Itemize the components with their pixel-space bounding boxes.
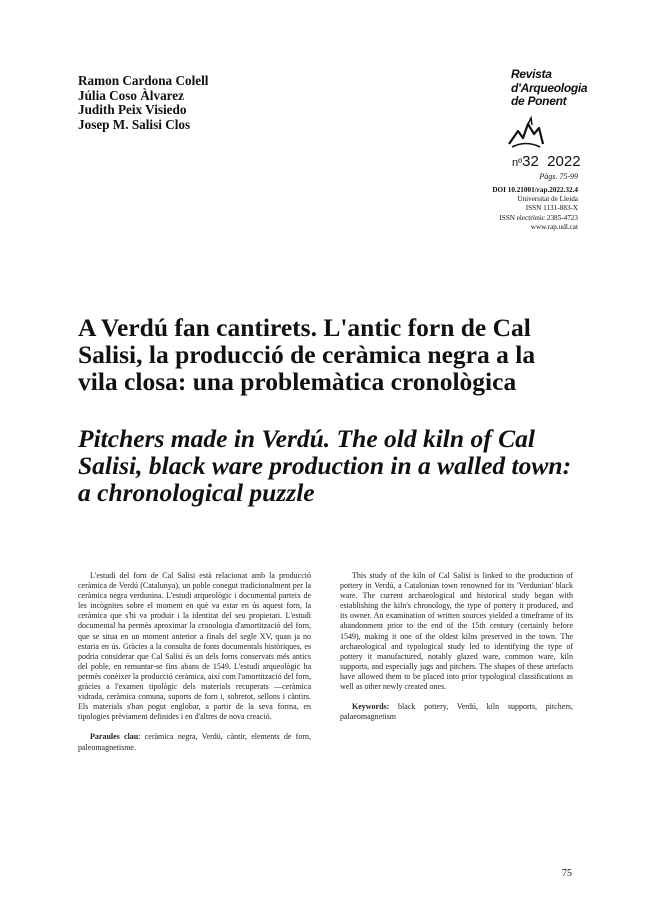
author-name: Josep M. Salisi Clos xyxy=(78,116,191,132)
author-name: Júlia Coso Àlvarez xyxy=(78,87,184,103)
publication-meta xyxy=(492,186,578,232)
title-english: Pitchers made in Verdú. The old kiln of Cal Salisi, black ware production in a walled town: a chronological puzzle xyxy=(78,424,572,507)
keywords-english-text: black pottery, Verdú, kiln supports, pitchers, palaeomagnetism xyxy=(340,702,573,722)
author-name: Ramon Cardona Colell xyxy=(78,73,209,88)
issue-info xyxy=(512,153,581,170)
issn: ISSN 1131-883-X xyxy=(525,204,578,213)
issue-number: 32 xyxy=(522,153,539,170)
abstract-catalan-column xyxy=(78,571,311,753)
keywords-catalan xyxy=(78,732,311,752)
journal-logo-icon xyxy=(506,114,546,154)
abstract-catalan: L'estudi del forn de Cal Salisi està relacionat amb la producció ceràmica de Verdú (Catalunya), un poble conegut tradicionalment per la ceràmica negra verdunina. L'estudi arqueològic i documental parteix de les incògnites sobre el moment en què va estar en ús aquest forn, la ceràmica que s'hi va produir i la identitat del seu propietari. L'estudi documental ha permès aproximar la cronologia d'amortització del forn, que se situa en un moment anterior a finals del segle XV, quan ja no estaria en ús. Gràcies a la consulta de fonts documentals històriques, es podria considerar que Cal Salisi és un dels forns conservats més antics del poble, en remuntar-se fins abans de 1549. L'estudi arqueològic ha permès conèixer la producció ceràmica, així com l'amortització del forn, gràcies a l'examen tipològic dels materials recuperats —ceràmica vidrada, ceràmica comuna, suports de forn i, sobretot, sellons i càntirs. Els materials s'han pogut englobar, a partir de la seva forma, en tipologies prèviament definides i en d'altres de nova creació. xyxy=(78,571,311,722)
abstract-english-column xyxy=(340,571,573,722)
keywords-catalan-text: : ceràmica negra, Verdú, càntir, elements de forn, paleomagnetisme. xyxy=(78,732,312,752)
keywords-english-label: Keywords: xyxy=(352,702,390,712)
issn-electronic: ISSN electrònic 2385-4723 xyxy=(499,213,578,222)
author-name: Judith Peix Visiedo xyxy=(78,102,187,118)
author-list xyxy=(78,74,378,132)
keywords-english xyxy=(340,702,573,722)
page-range: Pàgs. 75-99 xyxy=(539,172,578,181)
publisher: Universitat de Lleida xyxy=(517,195,578,204)
journal-name: Revista d'Arqueologia de Ponent xyxy=(511,67,588,108)
page-number: 75 xyxy=(562,868,572,879)
doi: DOI 10.21001/rap.2022.32.4 xyxy=(492,186,578,194)
issue-year: 2022 xyxy=(547,153,581,170)
keywords-catalan-label: Paraules clau xyxy=(90,732,139,742)
title-catalan: A Verdú fan cantirets. L'antic forn de Cal Salisi, la producció de ceràmica negra a la vila closa: una problemàtica cronològica xyxy=(78,313,536,396)
abstract-english: This study of the kiln of Cal Salisi is linked to the production of pottery in Verdú, a Catalonian town renowned for its 'Verdunian' black ware. The current archaeological and historical study began with establishing the kiln's chronology, the type of pottery it produced, and its owner. An examination of written sources yielded a timeframe of its abandonment prior to the end of the 15th century (certainly before 1549), making it one of the oldest kilns preserved in the town. The archaeological and typological study led to identifying the type of pottery it manufactured, notably glazed ware, common ware, kiln supports, and especially jugs and pitchers. The shapes of these artefacts have allowed them to be placed into prior typological classifications as well as other newly created ones. xyxy=(340,571,573,692)
website-link[interactable]: www.rap.udl.cat xyxy=(530,222,578,231)
issue-prefix: nº xyxy=(512,157,523,169)
